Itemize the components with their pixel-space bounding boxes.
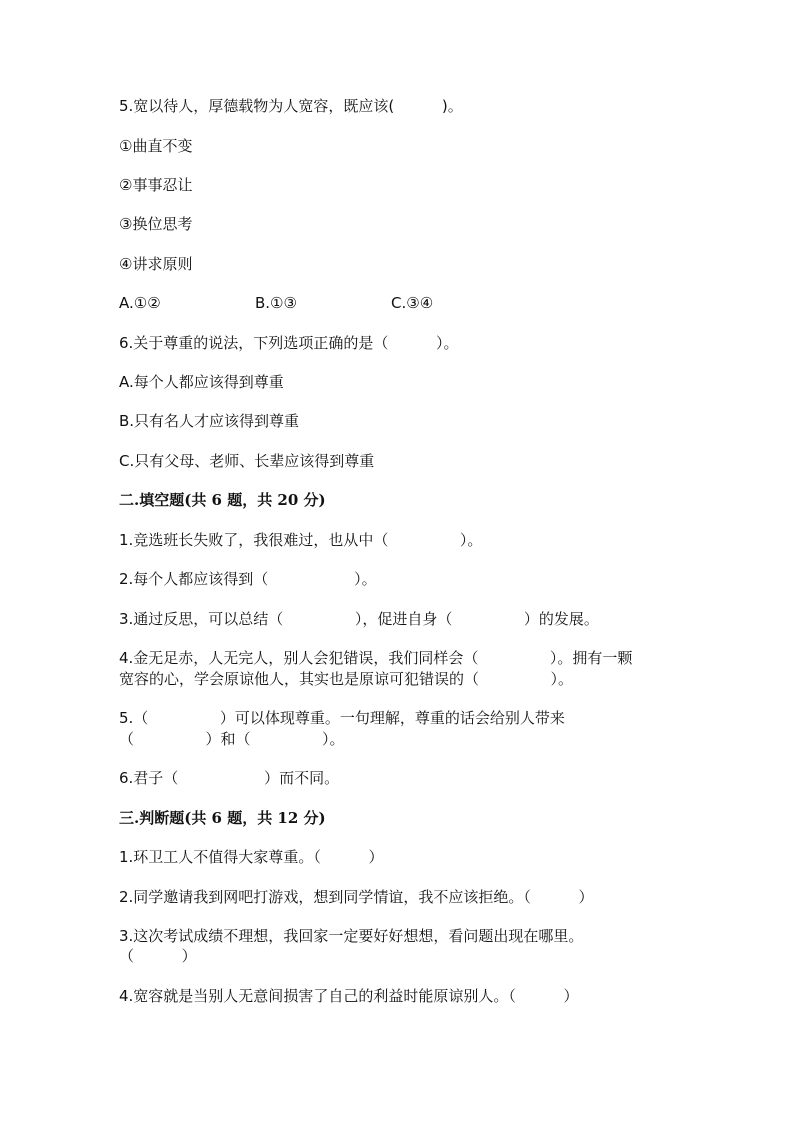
question-5-item-4: ④讲求原则 [119, 255, 193, 273]
question-5-item-3: ③换位思考 [119, 215, 193, 233]
question-5-item-2: ②事事忍让 [119, 176, 193, 194]
fill-question-5-line-1: 5.（ ）可以体现尊重。一句理解，尊重的话会给别人带来 [119, 709, 565, 727]
fill-question-1: 1.竞选班长失败了，我很难过，也从中（ ）。 [119, 531, 483, 549]
question-6-option-a: A.每个人都应该得到尊重 [119, 373, 284, 391]
question-6-option-b: B.只有名人才应该得到尊重 [119, 412, 300, 430]
question-6-stem: 6.关于尊重的说法，下列选项正确的是（ ）。 [119, 334, 459, 352]
judge-question-1: 1.环卫工人不值得大家尊重。（ ） [119, 848, 384, 866]
judge-question-2: 2.同学邀请我到网吧打游戏，想到同学情谊，我不应该拒绝。（ ） [119, 888, 594, 906]
fill-question-3: 3.通过反思，可以总结（ ），促进自身（ ）的发展。 [119, 610, 599, 628]
judge-question-4: 4.宽容就是当别人无意间损害了自己的利益时能原谅别人。（ ） [119, 987, 579, 1005]
question-5-option-c: C.③④ [391, 294, 434, 312]
question-5-item-1: ①曲直不变 [119, 137, 193, 155]
section-2-heading: 二.填空题(共 6 题，共 20 分) [119, 491, 326, 509]
fill-question-4-line-2: 宽容的心，学会原谅他人，其实也是原谅可犯错误的（ ）。 [119, 670, 574, 688]
fill-question-4-line-1: 4.金无足赤，人无完人，别人会犯错误，我们同样会（ ）。拥有一颗 [119, 649, 633, 667]
fill-question-2: 2.每个人都应该得到（ ）。 [119, 570, 377, 588]
judge-question-3-line-2: （ ） [119, 947, 197, 965]
question-5-option-b: B.①③ [255, 294, 297, 312]
judge-question-3-line-1: 3.这次考试成绩不理想，我回家一定要好好想想，看问题出现在哪里。 [119, 927, 584, 945]
question-6-option-c: C.只有父母、老师、长辈应该得到尊重 [119, 452, 375, 470]
fill-question-5-line-2: （ ）和（ ）。 [119, 730, 345, 748]
fill-question-6: 6.君子（ ）而不同。 [119, 769, 340, 787]
question-5-option-a: A.①② [119, 294, 161, 312]
question-5-stem: 5.宽以待人，厚德载物为人宽容，既应该( )。 [119, 97, 463, 115]
section-3-heading: 三.判断题(共 6 题，共 12 分) [119, 809, 326, 827]
